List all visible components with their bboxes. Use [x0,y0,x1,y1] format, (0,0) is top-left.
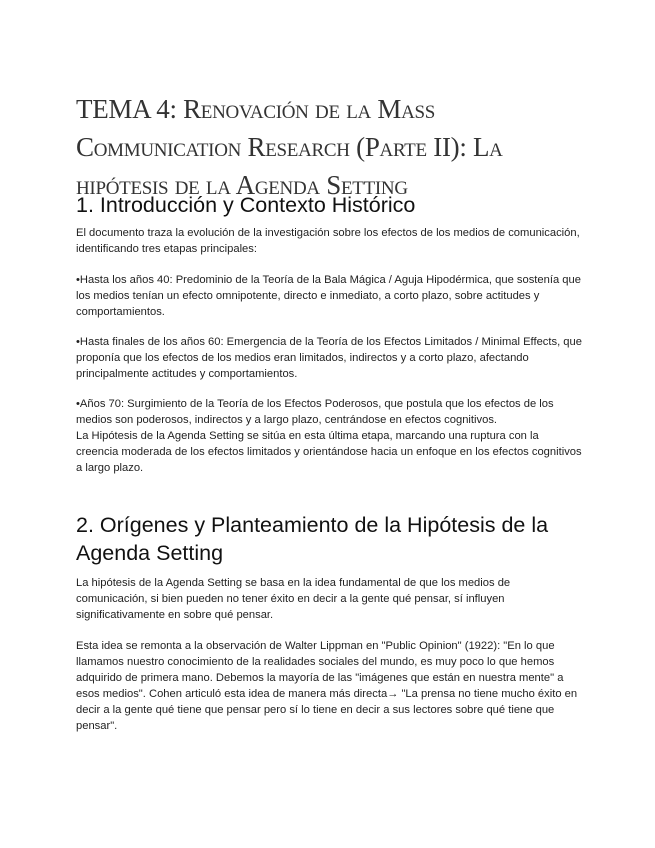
bullet-paragraph: •Hasta los años 40: Predominio de la Teoría de la Bala Mágica / Aguja Hipodérmica, que sostenía que los medios tenían un efecto omnipotente, directo e inmediato, a corto plazo, sobre actitudes y comportamientos. [76,274,581,318]
bullet-paragraph: •Hasta finales de los años 60: Emergencia de la Teoría de los Efectos Limitados / Minimal Effects, que proponía que los efectos de los medios eran limitados, indirectos y a corto plazo, afectando principalmente actitudes y comportamientos. [76,336,582,380]
section-heading: 1. Introducción y Contexto Histórico [76,193,416,217]
bullet-paragraph: •Años 70: Surgimiento de la Teoría de los Efectos Poderosos, que postula que los efectos de los medios son poderosos, indirectos y a largo plazo, centrándose en efectos cognitivos. La Hipótesis de la Agenda Setting se sitúa en esta última etapa, marcando una ruptura con la creencia moderada de los efectos limitados y orientándose hacia un enfoque en los efectos cognitivos a largo plazo. [76,398,582,474]
paragraph: La hipótesis de la Agenda Setting se basa en la idea fundamental de que los medios de comunicación, si bien pueden no tener éxito en decir a la gente qué pensar, sí influyen significativamente en sobre qué pensar. [76,577,511,621]
section-heading: 2. Orígenes y Planteamiento de la Hipótesis de la Agenda Setting [76,513,549,565]
paragraph: Esta idea se remonta a la observación de Walter Lippman en "Public Opinion" (1922): "En lo que llamamos nuestro conocimiento de la realidades sociales del mundo, es muy poco lo que hemos adquirido de primera mano. Debemos la mayoría de las "imágenes que están en nuestra mente" a esos medios". Cohen articuló esta idea de manera más directa→ "La prensa no tiene mucho éxito en decir a la gente qué tiene que pensar pero sí lo tiene en decir a sus lectores sobre qué tiene que pensar". [76,640,578,732]
paragraph: El documento traza la evolución de la investigación sobre los efectos de los medios de comunicación, identificando tres etapas principales: [76,227,580,255]
document-title: TEMA 4: Renovación de la Mass Communication Research (Parte II): La hipótesis de la Agenda Setting [76,94,503,200]
